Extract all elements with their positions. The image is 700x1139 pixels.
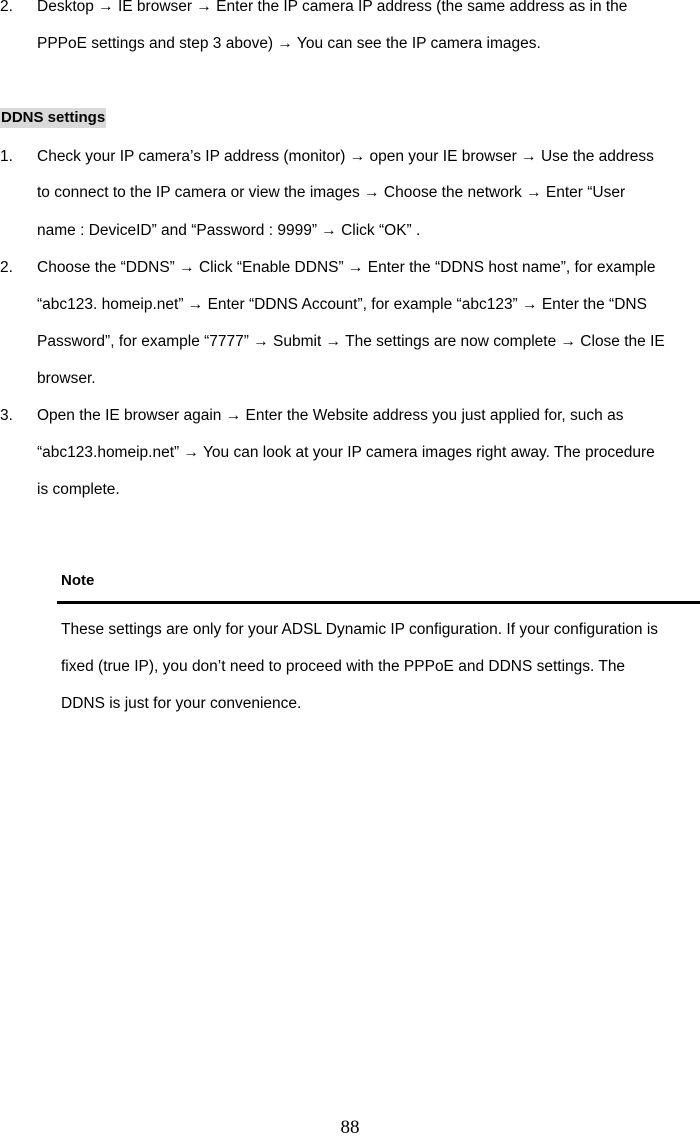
step-text-line: is complete. xyxy=(37,481,120,498)
page-number: 88 xyxy=(340,1117,360,1138)
step-number: 3. xyxy=(0,407,13,424)
step-text-line: Check your IP camera’s IP address (monitor) → open your IE browser → Use the address xyxy=(37,148,654,165)
step-text-line: Choose the “DDNS” → Click “Enable DDNS” → Enter the “DDNS host name”, for example xyxy=(37,259,656,276)
step-text-line: Open the IE browser again → Enter the Website address you just applied for, such as xyxy=(37,407,624,424)
step-number: 2. xyxy=(0,259,13,276)
step-text-line: name : DeviceID” and “Password : 9999” → Click “OK” . xyxy=(37,222,421,239)
section-heading-ddns-settings: DDNS settings xyxy=(1,109,106,126)
note-text-line: DDNS is just for your convenience. xyxy=(61,695,302,712)
step-text-line: browser. xyxy=(37,370,96,387)
note-text-line: fixed (true IP), you don’t need to proceed with the PPPoE and DDNS settings. The xyxy=(61,658,626,675)
step-text-line: “abc123.homeip.net” → You can look at your IP camera images right away. The procedure xyxy=(37,444,655,461)
step-text-line: PPPoE settings and step 3 above) → You can see the IP camera images. xyxy=(37,35,541,52)
note-text-line: These settings are only for your ADSL Dynamic IP configuration. If your configuration is xyxy=(61,621,659,638)
step-text-line: Password”, for example “7777” → Submit → The settings are now complete → Close the IE xyxy=(37,333,665,350)
step-text-line: to connect to the IP camera or view the images → Choose the network → Enter “User xyxy=(37,184,626,201)
step-number: 1. xyxy=(0,148,13,165)
note-divider xyxy=(57,601,700,604)
step-text-line: Desktop → IE browser → Enter the IP camera IP address (the same address as in the xyxy=(37,0,628,15)
step-number: 2. xyxy=(0,0,13,15)
note-title: Note xyxy=(61,572,95,589)
step-text-line: “abc123. homeip.net” → Enter “DDNS Account”, for example “abc123” → Enter the “DNS xyxy=(37,296,647,313)
